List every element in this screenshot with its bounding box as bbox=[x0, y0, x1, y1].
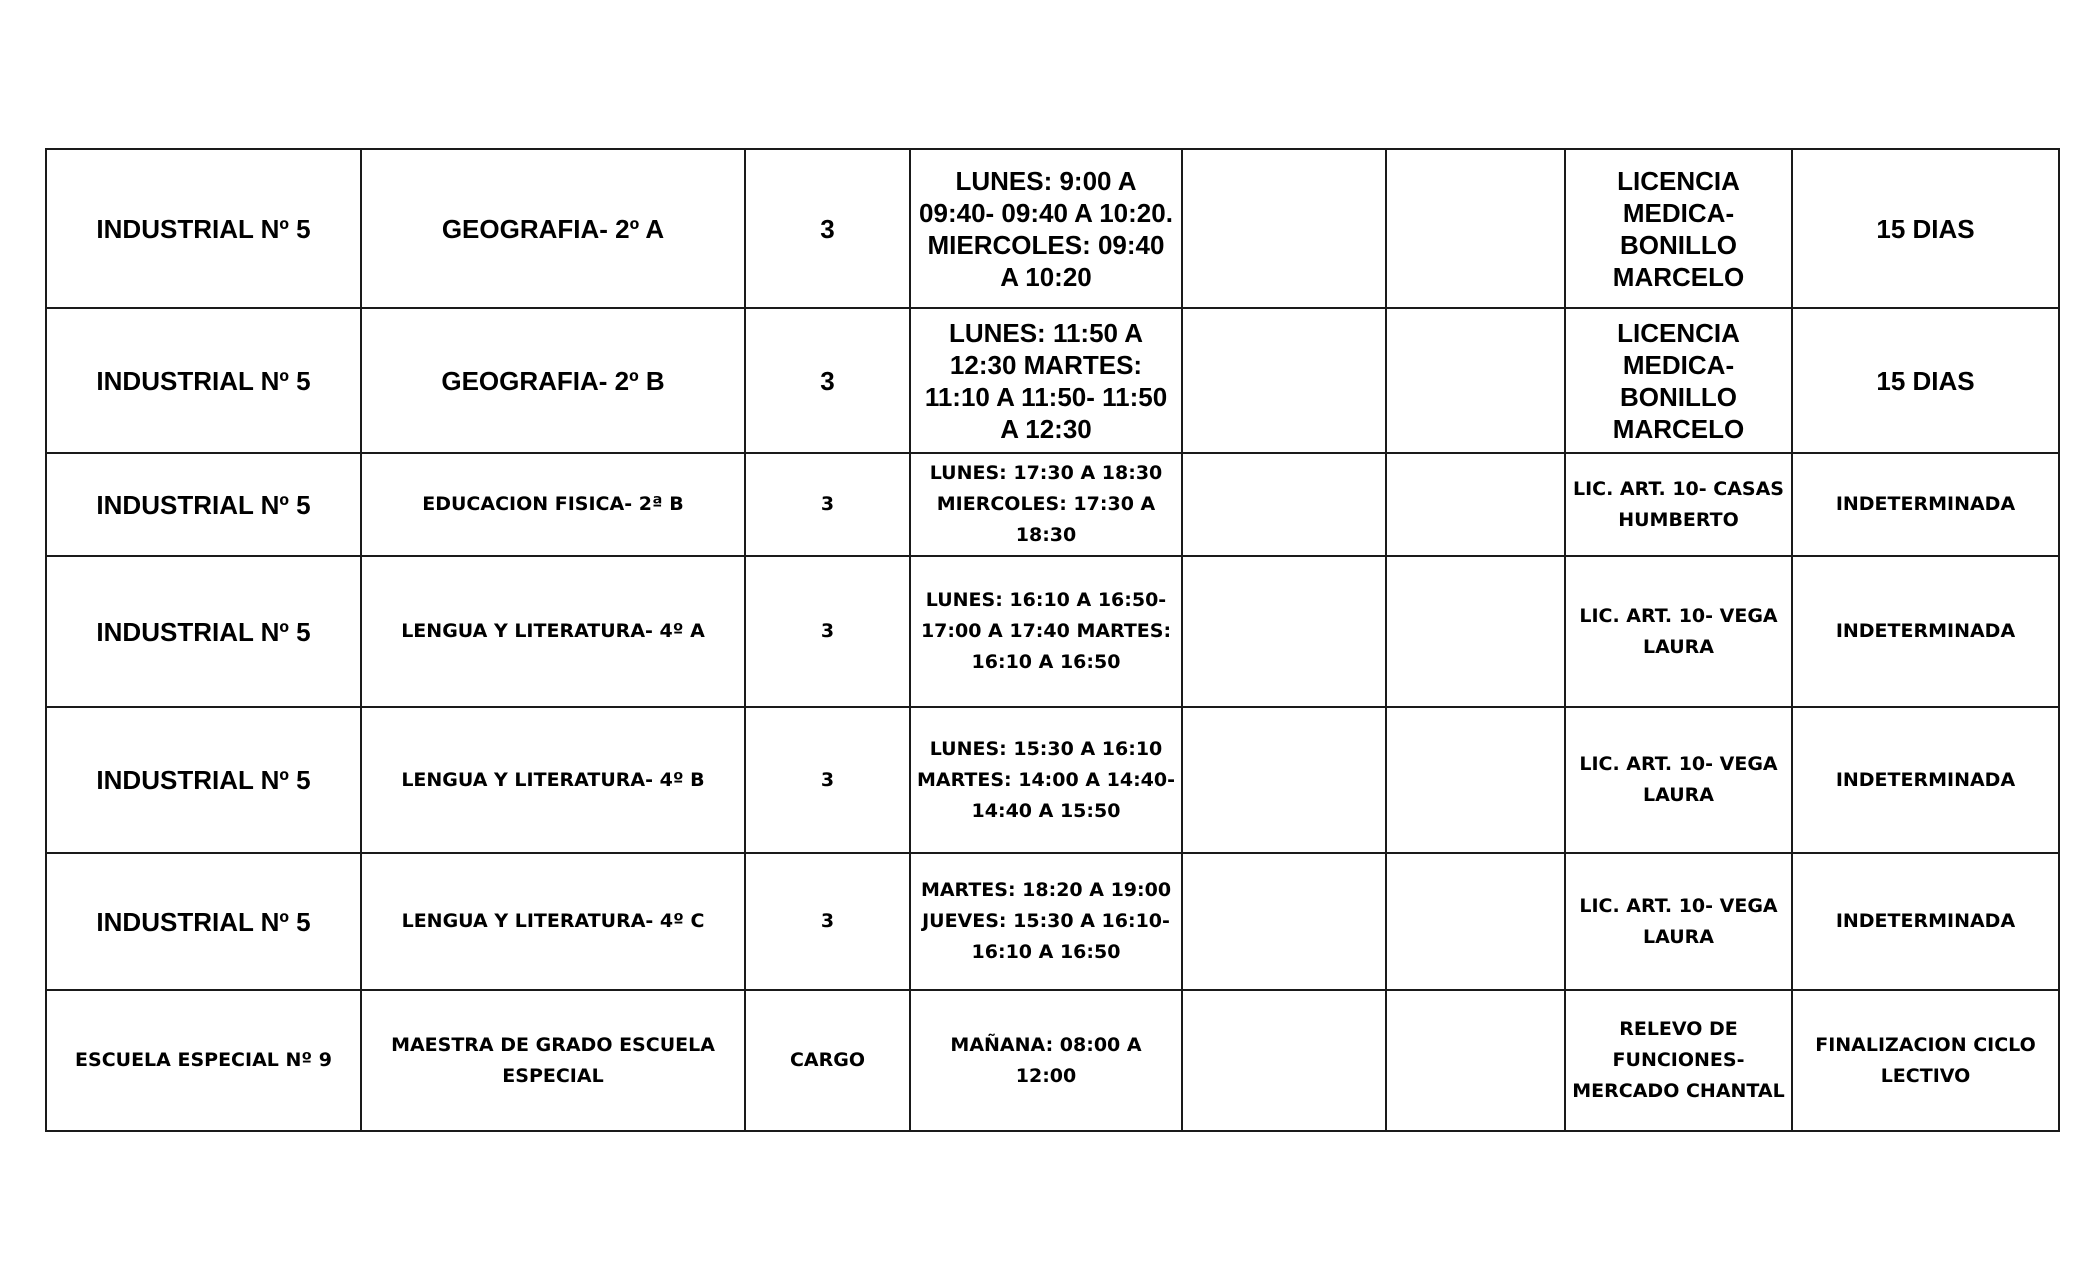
schedule-cell: MARTES: 18:20 A 19:00 JUEVES: 15:30 A 16:10- 16:10 A 16:50 bbox=[910, 853, 1182, 990]
reason-cell: LIC. ART. 10- VEGA LAURA bbox=[1565, 707, 1792, 853]
subject-cell: GEOGRAFIA- 2º A bbox=[361, 149, 745, 308]
reason-cell: LIC. ART. 10- VEGA LAURA bbox=[1565, 853, 1792, 990]
empty-cell bbox=[1386, 707, 1565, 853]
duration-cell: INDETERMINADA bbox=[1792, 707, 2059, 853]
school-cell: INDUSTRIAL Nº 5 bbox=[46, 453, 361, 556]
vacancy-table bbox=[45, 148, 2060, 1132]
schedule-cell: LUNES: 16:10 A 16:50- 17:00 A 17:40 MARTES: 16:10 A 16:50 bbox=[910, 556, 1182, 707]
school-cell: INDUSTRIAL Nº 5 bbox=[46, 149, 361, 308]
subject-cell: LENGUA Y LITERATURA- 4º A bbox=[361, 556, 745, 707]
hours-cell: 3 bbox=[745, 453, 910, 556]
reason-cell: LICENCIA MEDICA- BONILLO MARCELO bbox=[1565, 308, 1792, 453]
schedule-cell: LUNES: 11:50 A 12:30 MARTES: 11:10 A 11:50- 11:50 A 12:30 bbox=[910, 308, 1182, 453]
hours-cell: 3 bbox=[745, 707, 910, 853]
duration-cell: INDETERMINADA bbox=[1792, 556, 2059, 707]
empty-cell bbox=[1182, 308, 1386, 453]
duration-cell: FINALIZACION CICLO LECTIVO bbox=[1792, 990, 2059, 1131]
subject-cell: GEOGRAFIA- 2º B bbox=[361, 308, 745, 453]
subject-cell: EDUCACION FISICA- 2ª B bbox=[361, 453, 745, 556]
empty-cell bbox=[1386, 853, 1565, 990]
duration-cell: INDETERMINADA bbox=[1792, 853, 2059, 990]
reason-cell: LIC. ART. 10- CASAS HUMBERTO bbox=[1565, 453, 1792, 556]
empty-cell bbox=[1386, 990, 1565, 1131]
duration-cell: INDETERMINADA bbox=[1792, 453, 2059, 556]
hours-cell: 3 bbox=[745, 556, 910, 707]
table-row bbox=[46, 990, 2059, 1131]
empty-cell bbox=[1182, 707, 1386, 853]
hours-cell: 3 bbox=[745, 853, 910, 990]
empty-cell bbox=[1386, 308, 1565, 453]
empty-cell bbox=[1386, 556, 1565, 707]
empty-cell bbox=[1386, 149, 1565, 308]
empty-cell bbox=[1386, 453, 1565, 556]
reason-cell: LIC. ART. 10- VEGA LAURA bbox=[1565, 556, 1792, 707]
table-row bbox=[46, 853, 2059, 990]
empty-cell bbox=[1182, 149, 1386, 308]
subject-cell: LENGUA Y LITERATURA- 4º C bbox=[361, 853, 745, 990]
empty-cell bbox=[1182, 853, 1386, 990]
school-cell: INDUSTRIAL Nº 5 bbox=[46, 556, 361, 707]
table-row bbox=[46, 149, 2059, 308]
schedule-cell: LUNES: 15:30 A 16:10 MARTES: 14:00 A 14:40- 14:40 A 15:50 bbox=[910, 707, 1182, 853]
school-cell: ESCUELA ESPECIAL Nº 9 bbox=[46, 990, 361, 1131]
reason-cell: LICENCIA MEDICA- BONILLO MARCELO bbox=[1565, 149, 1792, 308]
subject-cell: MAESTRA DE GRADO ESCUELA ESPECIAL bbox=[361, 990, 745, 1131]
subject-cell: LENGUA Y LITERATURA- 4º B bbox=[361, 707, 745, 853]
hours-cell: 3 bbox=[745, 149, 910, 308]
table-row bbox=[46, 308, 2059, 453]
hours-cell: 3 bbox=[745, 308, 910, 453]
table-row bbox=[46, 453, 2059, 556]
duration-cell: 15 DIAS bbox=[1792, 149, 2059, 308]
schedule-cell: LUNES: 17:30 A 18:30 MIERCOLES: 17:30 A 18:30 bbox=[910, 453, 1182, 556]
schedule-cell: LUNES: 9:00 A 09:40- 09:40 A 10:20. MIERCOLES: 09:40 A 10:20 bbox=[910, 149, 1182, 308]
schedule-cell: MAÑANA: 08:00 A 12:00 bbox=[910, 990, 1182, 1131]
document-page bbox=[45, 148, 2058, 1128]
hours-cell: CARGO bbox=[745, 990, 910, 1131]
table-row bbox=[46, 556, 2059, 707]
empty-cell bbox=[1182, 556, 1386, 707]
duration-cell: 15 DIAS bbox=[1792, 308, 2059, 453]
school-cell: INDUSTRIAL Nº 5 bbox=[46, 707, 361, 853]
table-row bbox=[46, 707, 2059, 853]
empty-cell bbox=[1182, 990, 1386, 1131]
empty-cell bbox=[1182, 453, 1386, 556]
school-cell: INDUSTRIAL Nº 5 bbox=[46, 308, 361, 453]
school-cell: INDUSTRIAL Nº 5 bbox=[46, 853, 361, 990]
reason-cell: RELEVO DE FUNCIONES- MERCADO CHANTAL bbox=[1565, 990, 1792, 1131]
